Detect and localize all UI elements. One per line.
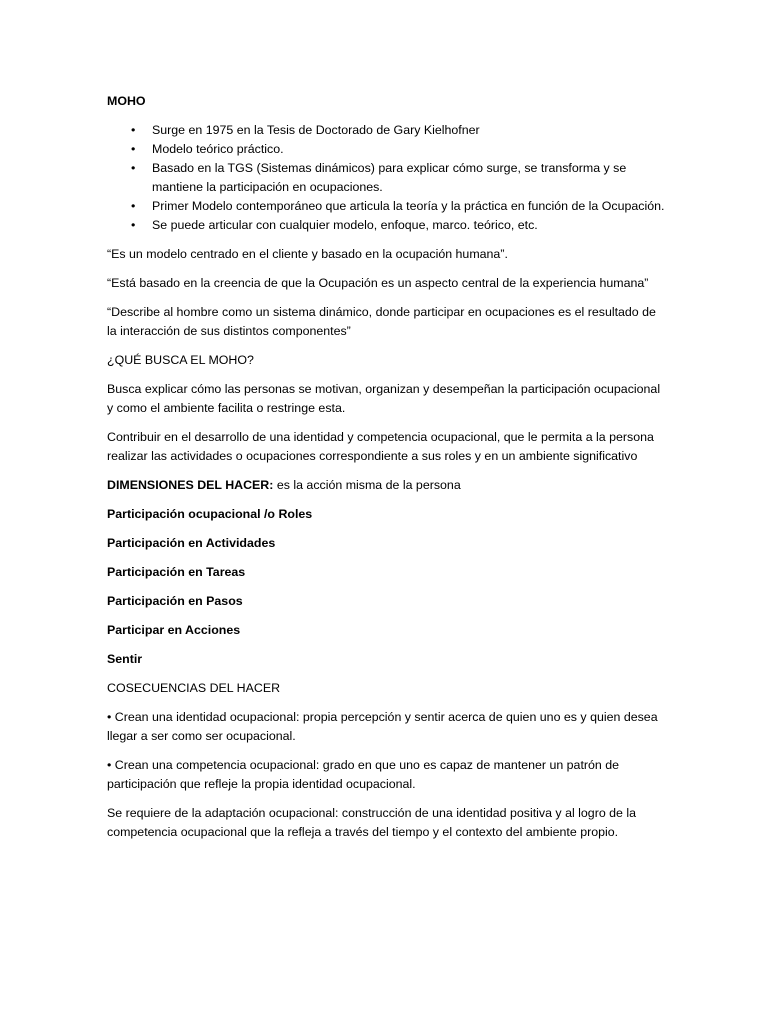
quote-paragraph: “Está basado en la creencia de que la Ocupación es un aspecto central de la experiencia humana” <box>107 276 649 290</box>
body-paragraph: Busca explicar cómo las personas se motivan, organizan y desempeñan la participación ocupacional y como el ambiente facilita o restringe esta. <box>107 382 661 415</box>
bullet-glyph: • <box>131 218 136 232</box>
body-paragraph: Se requiere de la adaptación ocupacional: construcción de una identidad positiva y al logro de la competencia ocupacional que la refleja a través del tiempo y el contexto del ambiente propio. <box>107 806 637 839</box>
body-paragraph: Contribuir en el desarrollo de una identidad y competencia ocupacional, que le permita a la persona realizar las actividades o ocupaciones correspondiente a sus roles y en un ambiente significativo <box>107 430 654 463</box>
document-title: MOHO <box>107 94 146 108</box>
dimension-item: Participación en Tareas <box>107 565 246 579</box>
bullet-list <box>107 121 667 235</box>
list-item <box>107 140 667 159</box>
dimensiones-intro <box>107 476 667 495</box>
bullet-glyph: • <box>131 123 136 137</box>
section-heading-busca: ¿QUÉ BUSCA EL MOHO? <box>107 353 254 367</box>
list-item-text: Surge en 1975 en la Tesis de Doctorado de Gary Kielhofner <box>152 123 480 137</box>
dimension-item: Sentir <box>107 652 143 666</box>
body-paragraph: • Crean una competencia ocupacional: grado en que uno es capaz de mantener un patrón de participación que refleje la propia identidad ocupacional. <box>107 758 620 791</box>
list-item-text: Primer Modelo contemporáneo que articula la teoría y la práctica en función de la Ocupación. <box>152 199 665 213</box>
list-item <box>107 216 667 235</box>
dimensiones-text: es la acción misma de la persona <box>273 478 461 492</box>
bullet-glyph: • <box>131 199 136 213</box>
dimensiones-label: DIMENSIONES DEL HACER: <box>107 478 274 492</box>
bullet-glyph: • <box>131 142 136 156</box>
dimension-item: Participación en Actividades <box>107 536 276 550</box>
quote-paragraph: “Describe al hombre como un sistema dinámico, donde participar en ocupaciones es el resultado de la interacción de sus distintos componentes” <box>107 305 656 338</box>
bullet-glyph: • <box>131 161 136 175</box>
list-item-text: Basado en la TGS (Sistemas dinámicos) para explicar cómo surge, se transforma y se mantiene la participación en ocupaciones. <box>152 161 627 194</box>
dimension-item: Participación ocupacional /o Roles <box>107 507 313 521</box>
dimension-item: Participación en Pasos <box>107 594 243 608</box>
list-item <box>107 159 667 197</box>
list-item <box>107 197 667 216</box>
body-paragraph: • Crean una identidad ocupacional: propia percepción y sentir acerca de quien uno es y quien desea llegar a ser como ser ocupacional. <box>107 710 658 743</box>
dimension-item: Participar en Acciones <box>107 623 241 637</box>
list-item-text: Se puede articular con cualquier modelo, enfoque, marco. teórico, etc. <box>152 218 538 232</box>
section-heading-consecuencias: COSECUENCIAS DEL HACER <box>107 681 281 695</box>
document-body <box>107 92 667 852</box>
list-item-text: Modelo teórico práctico. <box>152 142 284 156</box>
quote-paragraph: “Es un modelo centrado en el cliente y basado en la ocupación humana”. <box>107 247 508 261</box>
list-item <box>107 121 667 140</box>
